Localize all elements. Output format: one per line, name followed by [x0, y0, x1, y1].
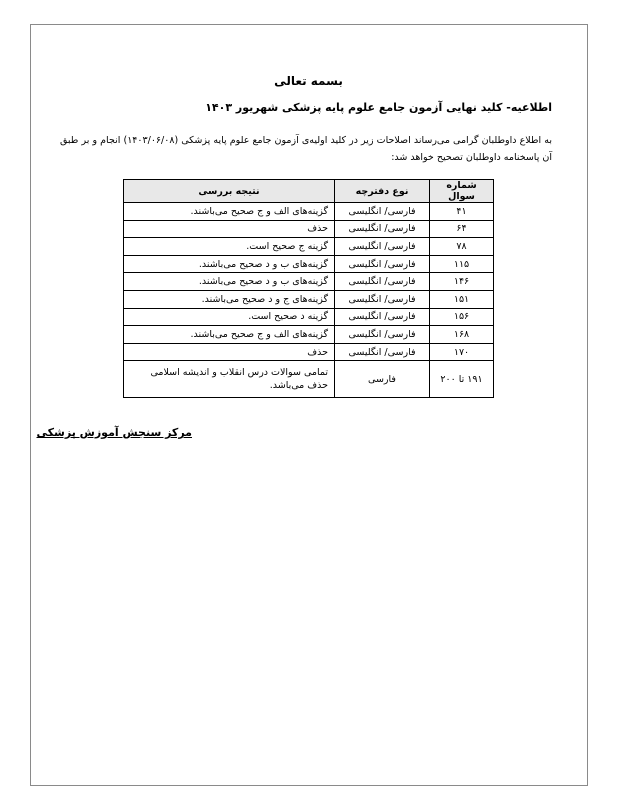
question-number-cell: ۱۹۱ تا ۲۰۰ [430, 361, 494, 398]
document-heading: بسمه تعالی [274, 74, 343, 88]
question-number-cell: ۶۴ [430, 220, 494, 238]
table-row [124, 220, 494, 238]
review-result-cell: گزینه ج صحیح است. [124, 238, 335, 256]
review-result-cell: گزینه‌های الف و ج صحیح می‌باشند. [124, 203, 335, 221]
review-result-cell: گزینه د صحیح است. [124, 308, 335, 326]
table-row [124, 273, 494, 291]
booklet-type-cell: فارسی/ انگلیسی [335, 290, 430, 308]
question-number-cell: ۷۸ [430, 238, 494, 256]
question-number-cell: ۱۱۵ [430, 255, 494, 273]
table-row [124, 290, 494, 308]
review-result-cell: تمامی سوالات درس انقلاب و اندیشه اسلامی حذف می‌باشد. [124, 361, 335, 398]
header-booklet-type: نوع دفترچه [335, 180, 430, 203]
organization-signature: مرکز سنجش آموزش پزشکی [36, 426, 192, 439]
booklet-type-cell: فارسی/ انگلیسی [335, 308, 430, 326]
review-result-cell: گزینه‌های الف و ج صحیح می‌باشند. [124, 326, 335, 344]
table-row [124, 343, 494, 361]
table-row [124, 361, 494, 398]
review-result-cell: حذف [124, 343, 335, 361]
announcement-paragraph: به اطلاع داوطلبان گرامی می‌رساند اصلاحات زیر در کلید اولیه‌ی آزمون جامع علوم پایه پزشکی (۱۴۰۳/۰۶/۰۸) انجام و بر طبق آن پاسخنامه داوطلبان تصحیح خواهد شد: [60, 135, 552, 163]
booklet-type-cell: فارسی [335, 361, 430, 398]
question-number-cell: ۱۷۰ [430, 343, 494, 361]
header-review-result: نتیجه بررسی [124, 180, 335, 203]
header-question-number: شماره سوال [430, 180, 494, 203]
review-result-cell: گزینه‌های ج و د صحیح می‌باشند. [124, 290, 335, 308]
booklet-type-cell: فارسی/ انگلیسی [335, 255, 430, 273]
table-row [124, 308, 494, 326]
booklet-type-cell: فارسی/ انگلیسی [335, 326, 430, 344]
question-number-cell: ۱۴۶ [430, 273, 494, 291]
table-row [124, 255, 494, 273]
table-row [124, 326, 494, 344]
question-number-cell: ۱۶۸ [430, 326, 494, 344]
question-number-cell: ۴۱ [430, 203, 494, 221]
table-row [124, 238, 494, 256]
table-header-row [124, 180, 494, 203]
question-number-cell: ۱۵۶ [430, 308, 494, 326]
booklet-type-cell: فارسی/ انگلیسی [335, 273, 430, 291]
corrections-table [123, 179, 494, 398]
announcement-title: اطلاعیه- کلید نهایی آزمون جامع علوم پایه پزشکی شهریور ۱۴۰۳ [205, 101, 552, 114]
booklet-type-cell: فارسی/ انگلیسی [335, 238, 430, 256]
review-result-cell: حذف [124, 220, 335, 238]
booklet-type-cell: فارسی/ انگلیسی [335, 220, 430, 238]
booklet-type-cell: فارسی/ انگلیسی [335, 203, 430, 221]
booklet-type-cell: فارسی/ انگلیسی [335, 343, 430, 361]
question-number-cell: ۱۵۱ [430, 290, 494, 308]
table-row [124, 203, 494, 221]
review-result-cell: گزینه‌های ب و د صحیح می‌باشند. [124, 255, 335, 273]
review-result-cell: گزینه‌های ب و د صحیح می‌باشند. [124, 273, 335, 291]
